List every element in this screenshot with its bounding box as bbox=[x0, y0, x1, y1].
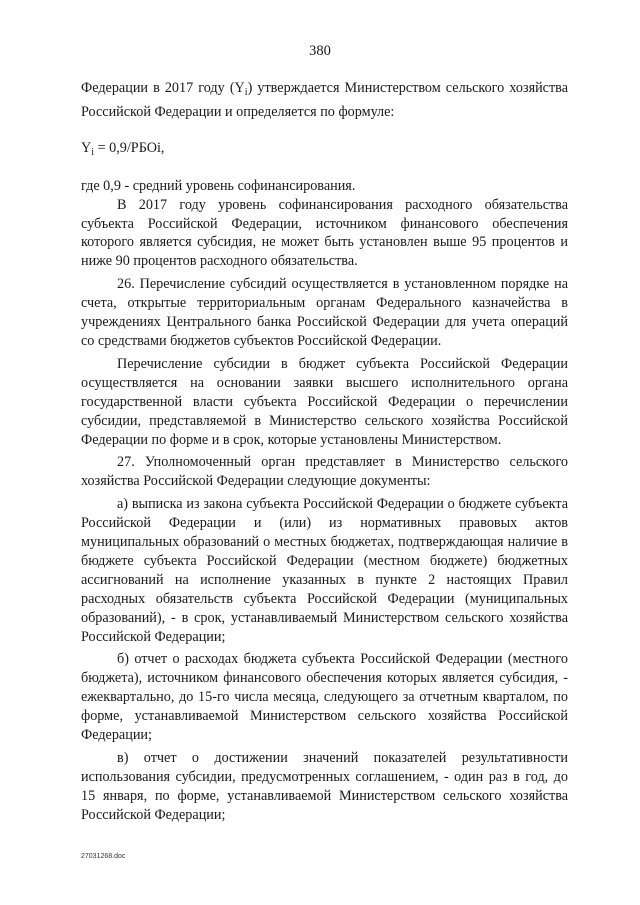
formula bbox=[81, 139, 568, 163]
page-number: 380 bbox=[309, 43, 331, 59]
paragraph-subitem-b: б) отчет о расходах бюджета субъекта Российской Федерации (местного бюджета), источником финансового обеспечения которых является субсидия, - ежеквартально, до 15-го числа месяца, следующего за отчетным кварталом, по форме, устанавливаемой Министерством сельского хозяйства Российской Федерации; bbox=[81, 651, 568, 744]
paragraph-formula-intro bbox=[81, 79, 568, 122]
paragraph-text: ) утверждается Министерством сельского хозяйства Российской Федерации и определяется по формуле: bbox=[81, 80, 568, 120]
subscript: i bbox=[244, 87, 248, 98]
paragraph-item-27: 27. Уполномоченный орган представляет в Министерство сельского хозяйства Российской Федерации следующие документы: bbox=[81, 454, 568, 490]
paragraph-subitem-c: в) отчет о достижении значений показателей результативности использования субсидии, предусмотренных соглашением, - один раз в год, до 15 января, по форме, устанавливаемой Министерством сельского хозяйства Российской Федерации; bbox=[81, 750, 568, 823]
paragraph-item-26: 26. Перечисление субсидий осуществляется в установленном порядке на счета, открытые территориальным органам Федерального казначейства в учреждениях Центрального банка Российской Федерации для учета операций со средствами бюджетов субъектов Российской Федерации. bbox=[81, 276, 568, 349]
paragraph-transfer: Перечисление субсидии в бюджет субъекта Российской Федерации осуществляется на основании заявки высшего исполнительного органа государственной власти субъекта Российской Федерации о перечислении субсидии, представляемой в Министерство сельского хозяйства Российской Федерации по форме и в срок, которые установлены Министерством. bbox=[81, 355, 568, 448]
paragraph-definition: где 0,9 - средний уровень софинансирования. bbox=[81, 177, 356, 194]
formula-expression: = 0,9/РБОi, bbox=[94, 139, 165, 156]
paragraph-cofinancing-level: В 2017 году уровень софинансирования расходного обязательства субъекта Российской Федерации, источником финансового обеспечения которого является субсидия, не может быть установлен выше 95 процентов и ниже 90 процентов расходного обязательства. bbox=[81, 196, 568, 270]
file-name-footer: 27031268.doc bbox=[81, 853, 126, 860]
paragraph-subitem-a: а) выписка из закона субъекта Российской Федерации о бюджете субъекта Российской Федерации и (или) из нормативных правовых актов муниципальных образований о местных бюджетах, подтверждающая наличие в бюджете субъекта Российской Федерации (местном бюджете) бюджетных ассигнований на исполнение указанных в пункте 2 настоящих Правил расходных обязательств субъекта Российской Федерации (муниципальных образований), - в срок, устанавливаемый Министерством сельского хозяйства Российской Федерации; bbox=[81, 496, 568, 645]
document-body bbox=[81, 79, 568, 825]
paragraph-text: Федерации в 2017 году (Y bbox=[81, 80, 245, 96]
formula-subscript: i bbox=[91, 146, 95, 158]
formula-symbol: Y bbox=[81, 139, 92, 156]
